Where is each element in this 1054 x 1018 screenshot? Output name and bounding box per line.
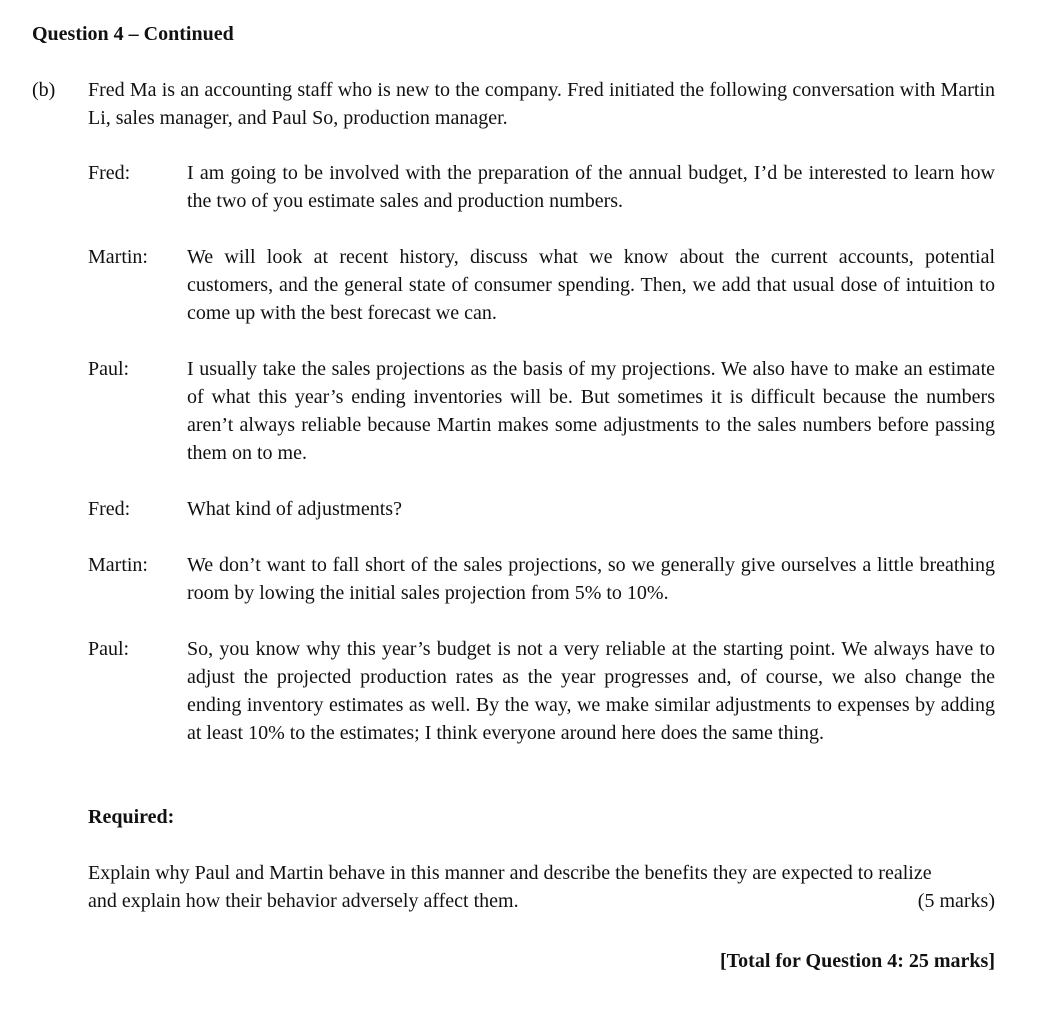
intro-paragraph: Fred Ma is an accounting staff who is new to the company. Fred initiated the following conversation with Martin Li, sales manager, and Paul So, production manager. (88, 79, 995, 129)
dialogue-turn (88, 355, 995, 467)
speaker-name: Fred: (88, 162, 131, 184)
question-heading: Question 4 – Continued (32, 23, 234, 45)
dialogue (88, 159, 995, 775)
marks-label: (5 marks) (917, 890, 995, 912)
speech-text: I usually take the sales projections as the basis of my projections. We also have to make an estimate of what this year’s ending inventories will be. But sometimes it is difficult because the numbers aren’t always reliable because Martin makes some adjustments to the sales numbers before passing them on to me. (187, 358, 995, 464)
speaker-name: Paul: (88, 638, 130, 660)
speech-text: What kind of adjustments? (187, 498, 402, 520)
speech-text: I am going to be involved with the preparation of the annual budget, I’d be interested to learn how the two of you estimate sales and production numbers. (187, 162, 995, 212)
dialogue-turn (88, 635, 995, 747)
speaker-name: Fred: (88, 498, 131, 520)
dialogue-turn (88, 495, 995, 523)
task-instructions (88, 859, 995, 915)
speech-text: We don’t want to fall short of the sales projections, so we generally give ourselves a little breathing room by lowing the initial sales projection from 5% to 10%. (187, 554, 995, 604)
speaker-name: Paul: (88, 358, 130, 380)
speaker-name: Martin: (88, 246, 148, 268)
required-label: Required: (88, 806, 175, 828)
task-line-2: and explain how their behavior adversely affect them. (88, 890, 519, 912)
part-label: (b) (32, 79, 56, 101)
dialogue-turn (88, 551, 995, 607)
dialogue-turn (88, 159, 995, 215)
task-line-1: Explain why Paul and Martin behave in this manner and describe the benefits they are expected to realize (88, 862, 932, 884)
speaker-name: Martin: (88, 554, 148, 576)
total-marks: [Total for Question 4: 25 marks] (720, 950, 995, 972)
task-line-2-row (88, 887, 995, 915)
speech-text: So, you know why this year’s budget is not a very reliable at the starting point. We always have to adjust the projected production rates as the year progresses and, of course, we also change the ending inventory estimates as well. By the way, we make similar adjustments to expenses by adding at least 10% to the estimates; I think everyone around here does the same thing. (187, 638, 995, 744)
dialogue-turn (88, 243, 995, 327)
speech-text: We will look at recent history, discuss what we know about the current accounts, potential customers, and the general state of consumer spending. Then, we add that usual dose of intuition to come up with the best forecast we can. (187, 246, 995, 324)
